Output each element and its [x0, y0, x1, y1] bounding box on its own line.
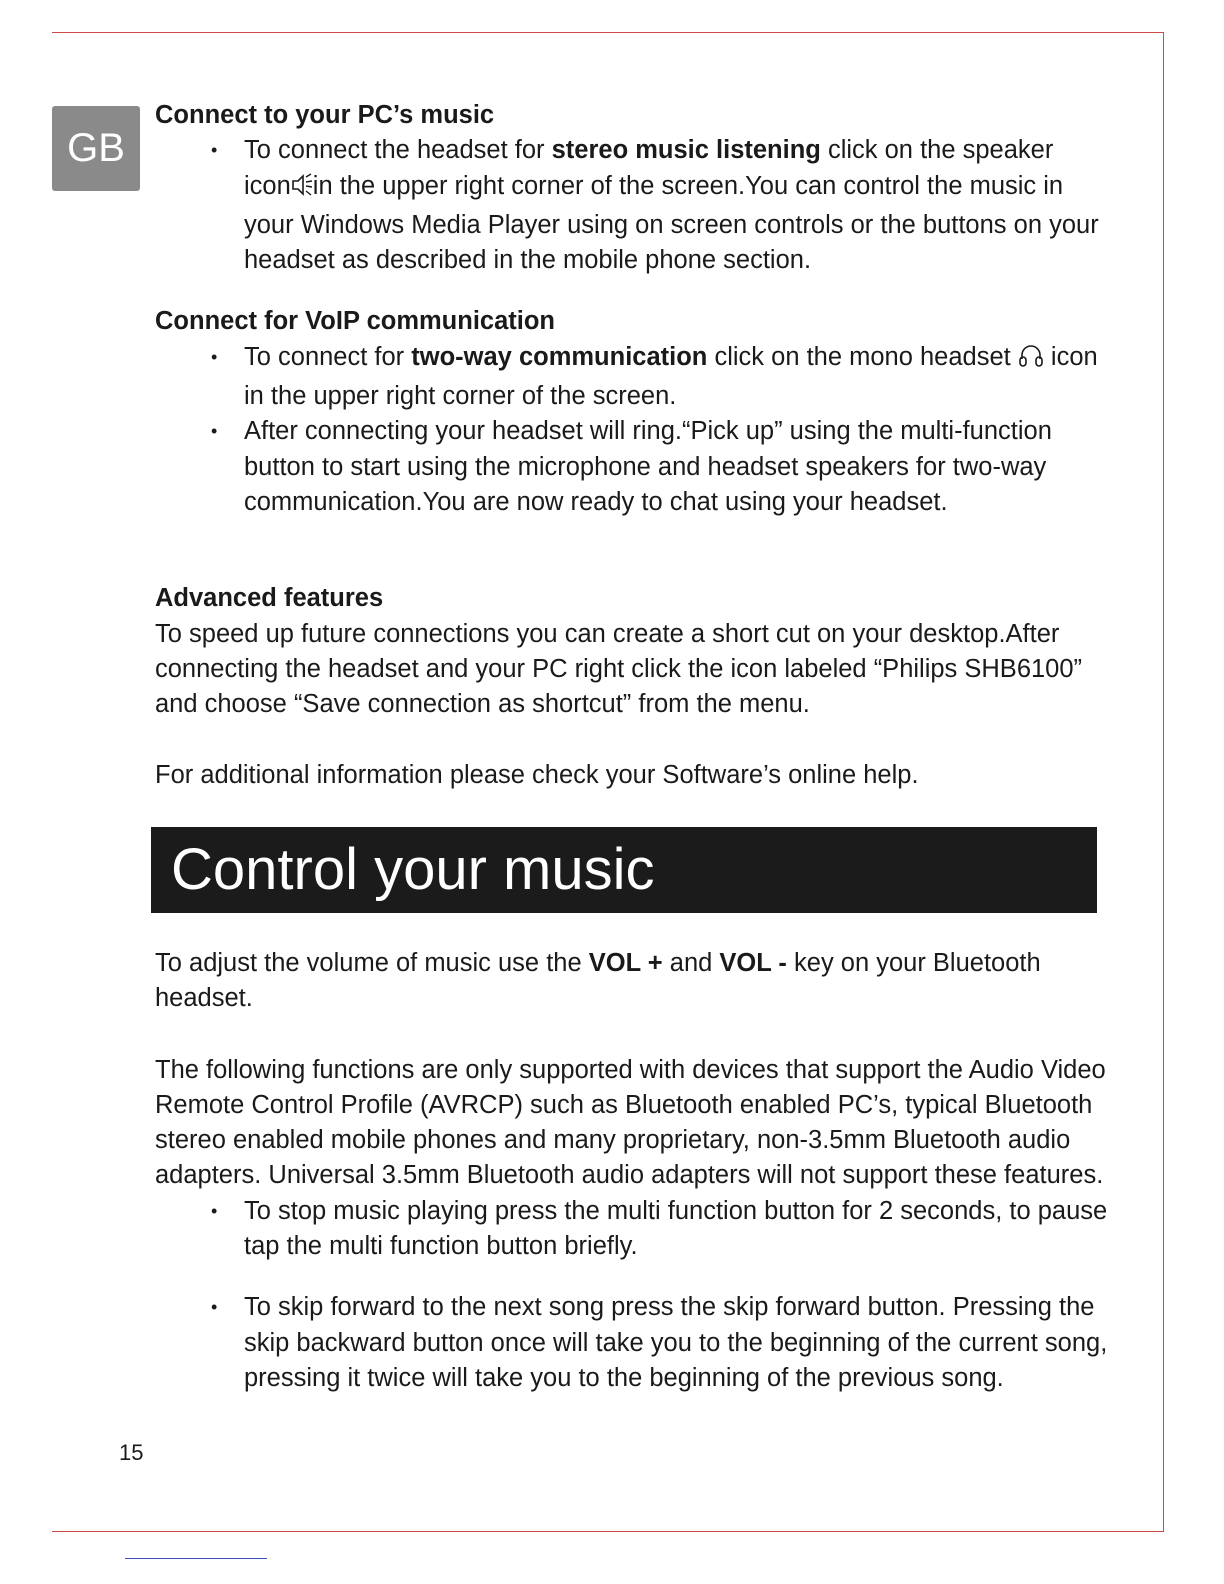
pc-music-bullet	[244, 133, 1105, 278]
control-music-section	[155, 946, 1110, 1396]
pc-music-list	[155, 133, 1105, 278]
text-run: and	[662, 949, 720, 977]
instructions-section	[155, 98, 1105, 794]
text-run: icon in the upper right corner of the screen.	[244, 342, 1098, 411]
voip-bullet-1	[244, 340, 1105, 415]
text-run: To connect for	[244, 342, 412, 371]
language-tab: GB	[52, 106, 140, 191]
bold-run: two-way communication	[411, 342, 708, 371]
page-frame-right	[1163, 32, 1164, 1532]
help-text: For additional information please check your Software’s online help.	[155, 761, 919, 790]
vol-down-key-label: VOL -	[719, 949, 787, 977]
vol-up-key-label: VOL +	[588, 949, 663, 977]
text-run: click on the mono headset	[707, 342, 1018, 371]
pc-music-heading: Connect to your PC’s music	[155, 101, 495, 129]
stop-pause-bullet: • To stop music playing press the multi function button for 2 seconds, to pause tap the multi function button briefly.	[244, 1194, 1110, 1265]
bold-run: stereo music listening	[551, 136, 821, 165]
volume-text	[155, 946, 1110, 1017]
skip-bullet: • To skip forward to the next song press the skip forward button. Pressing the skip backward button once will take you to the beginning of the current song, pressing it twice will take you to the beginning of the previous song.	[244, 1290, 1110, 1396]
speaker-icon	[291, 172, 313, 208]
text-run: To connect the headset for	[244, 136, 552, 165]
text-run: To adjust the volume of music use the	[155, 949, 589, 977]
voip-list	[155, 340, 1105, 520]
text-run: click on the speaker icon	[244, 136, 1054, 200]
text-run: in the upper right corner of the screen.You can control the music in your Windows Media Player using on screen controls or the buttons on your headset as described in the mobile phone section.	[244, 171, 1099, 275]
page-frame-top	[52, 32, 1164, 33]
voip-heading: Connect for VoIP communication	[155, 307, 556, 336]
avrcp-text: The following functions are only supported with devices that support the Audio Video Remote Control Profile (AVRCP) such as Bluetooth enabled PC’s, typical Bluetooth stereo enabled mobile phones and many proprietary, non-3.5mm Bluetooth audio adapters. Universal 3.5mm Bluetooth audio adapters will not support these features.	[155, 1055, 1106, 1190]
control-list	[155, 1194, 1110, 1396]
text-run: key on your Bluetooth headset.	[155, 949, 1041, 1013]
advanced-text: To speed up future connections you can create a short cut on your desktop.After connecting the headset and your PC right click the icon labeled “Philips SHB6100” and choose “Save connection as shortcut” from the menu.	[155, 619, 1083, 719]
voip-bullet-2: • After connecting your headset will ring.“Pick up” using the multi-function button to start using the microphone and headset speakers for two-way communication.You are now ready to chat using your headset.	[244, 414, 1105, 520]
footer-rule	[125, 1558, 267, 1559]
page-frame-bottom	[52, 1531, 1164, 1532]
advanced-heading: Advanced features	[155, 584, 384, 613]
section-banner: Control your music	[151, 827, 1097, 913]
headset-icon	[1018, 343, 1044, 379]
page-number: 15	[119, 1440, 144, 1465]
